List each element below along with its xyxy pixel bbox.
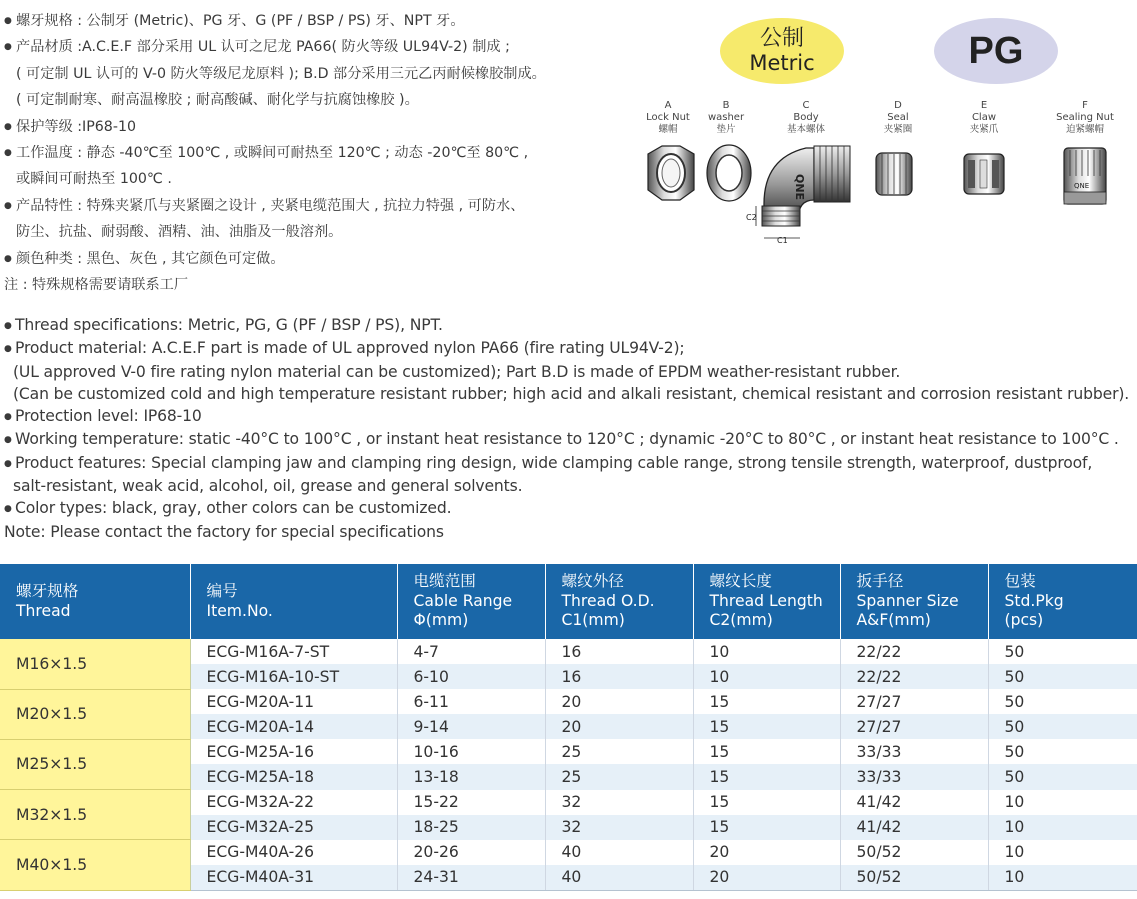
cell-spanner: 33/33 xyxy=(840,739,988,764)
body-marking: QNE xyxy=(793,174,806,201)
table-row xyxy=(0,739,1137,764)
en-spec-line: (UL approved V-0 fire rating nylon material can be customized); Part B.D is made of EPDM weather-resistant rubber. xyxy=(13,362,901,381)
cell-range: 13-18 xyxy=(397,764,545,789)
cell-od: 16 xyxy=(545,664,693,689)
spec-table xyxy=(0,564,1137,891)
part-label-e: E Claw 夹紧爪 xyxy=(969,100,999,135)
cn-spec-line: ( 可定制 UL 认可的 V-0 防火等级尼龙原料 ); B.D 部分采用三元乙丙耐候橡胶制成。 xyxy=(16,65,546,82)
en-spec-line: ● Color types: black, gray, other colors can be customized. xyxy=(4,497,1134,520)
cell-range: 10-16 xyxy=(397,739,545,764)
cn-spec-note: 注 : 特殊规格需要请联系工厂 xyxy=(4,277,189,294)
cell-pkg: 50 xyxy=(988,664,1137,689)
cell-pkg: 10 xyxy=(988,815,1137,840)
cell-od: 16 xyxy=(545,639,693,664)
en-spec-line: ● Thread specifications: Metric, PG, G (PF / BSP / PS), NPT. xyxy=(4,314,1134,337)
en-spec-line: ● Working temperature: static -40°C to 100°C , or instant heat resistance to 120°C ; dynamic -20°C to 80°C , or instant heat resistance to 100°C . xyxy=(4,428,1134,451)
cell-len: 20 xyxy=(693,840,840,865)
part-label-f: F Sealing Nut 迫紧螺帽 xyxy=(1056,100,1114,135)
bullet-icon: ● xyxy=(4,435,12,446)
dim-c1: C1 xyxy=(777,236,788,245)
cell-item: ECG-M20A-14 xyxy=(190,714,397,739)
column-header: 螺纹长度 Thread Length C2(mm) xyxy=(693,564,840,639)
cell-od: 32 xyxy=(545,815,693,840)
cell-spanner: 50/52 xyxy=(840,865,988,891)
en-spec-line: ● Protection level: IP68-10 xyxy=(4,405,1134,428)
cell-item: ECG-M25A-18 xyxy=(190,764,397,789)
cell-spanner: 41/42 xyxy=(840,815,988,840)
seal-icon xyxy=(876,153,912,195)
cell-pkg: 50 xyxy=(988,714,1137,739)
cell-item: ECG-M20A-11 xyxy=(190,689,397,714)
cell-item: ECG-M16A-10-ST xyxy=(190,664,397,689)
cell-spanner: 50/52 xyxy=(840,840,988,865)
cn-spec-line: ● 产品材质 :A.C.E.F 部分采用 UL 认可之尼龙 PA66( 防火等级 UL94V-2) 制成 ; xyxy=(4,34,614,60)
cell-item: ECG-M16A-7-ST xyxy=(190,639,397,664)
cell-spanner: 22/22 xyxy=(840,639,988,664)
cell-item: ECG-M40A-31 xyxy=(190,865,397,891)
cell-len: 15 xyxy=(693,689,840,714)
cell-pkg: 50 xyxy=(988,689,1137,714)
cell-od: 32 xyxy=(545,790,693,815)
bullet-icon: ● xyxy=(4,42,12,53)
chinese-spec-list xyxy=(4,8,614,298)
cell-range: 6-11 xyxy=(397,689,545,714)
cn-spec-line: ● 工作温度 : 静态 -40℃至 100℃ , 或瞬间可耐热至 120℃ ; 动态 -20℃至 80℃ , xyxy=(4,140,614,166)
cell-pkg: 10 xyxy=(988,865,1137,891)
thread-cell: M32×1.5 xyxy=(0,790,190,840)
bullet-icon: ● xyxy=(4,412,12,423)
cell-range: 20-26 xyxy=(397,840,545,865)
table-row xyxy=(0,689,1137,714)
cell-spanner: 33/33 xyxy=(840,764,988,789)
thread-cell: M40×1.5 xyxy=(0,840,190,891)
table-header-row xyxy=(0,564,1137,639)
column-header: 编号 Item.No. xyxy=(190,564,397,639)
column-header: 电缆范围 Cable Range Φ(mm) xyxy=(397,564,545,639)
cell-item: ECG-M32A-22 xyxy=(190,790,397,815)
parts-drawing xyxy=(638,8,1128,258)
bullet-icon: ● xyxy=(4,253,12,264)
cell-len: 10 xyxy=(693,664,840,689)
cell-item: ECG-M25A-16 xyxy=(190,739,397,764)
cell-len: 15 xyxy=(693,714,840,739)
cn-spec-line: 或瞬间可耐热至 100℃ . xyxy=(16,171,172,188)
cell-od: 25 xyxy=(545,764,693,789)
bullet-icon: ● xyxy=(4,16,12,26)
pg-badge-text: PG xyxy=(968,29,1024,72)
claw-icon xyxy=(964,154,1004,194)
cn-spec-line: ● 保护等级 :IP68-10 xyxy=(4,114,614,140)
cell-len: 15 xyxy=(693,764,840,789)
sealing-nut-marking: QNE xyxy=(1074,182,1090,190)
cell-od: 20 xyxy=(545,714,693,739)
cell-range: 6-10 xyxy=(397,664,545,689)
metric-badge-en: Metric xyxy=(749,51,815,75)
en-spec-line: (Can be customized cold and high temperature resistant rubber; high acid and alkali resistant, chemical resistant and corrosion resistant rubber). xyxy=(13,384,1130,403)
bullet-icon: ● xyxy=(4,121,12,132)
product-figure xyxy=(638,8,1128,258)
column-header: 螺牙规格 Thread xyxy=(0,564,190,639)
bullet-icon: ● xyxy=(4,344,12,355)
cell-item: ECG-M40A-26 xyxy=(190,840,397,865)
table-row xyxy=(0,639,1137,664)
english-spec-list xyxy=(4,314,1134,543)
cell-range: 4-7 xyxy=(397,639,545,664)
bullet-icon: ● xyxy=(4,200,12,211)
bullet-icon: ● xyxy=(4,148,12,159)
table-row xyxy=(0,840,1137,865)
part-label-d: D Seal 夹紧圈 xyxy=(883,100,913,135)
cell-range: 24-31 xyxy=(397,865,545,891)
dim-c2: C2 xyxy=(746,213,757,222)
thread-cell: M20×1.5 xyxy=(0,689,190,739)
cell-pkg: 50 xyxy=(988,639,1137,664)
cell-range: 15-22 xyxy=(397,790,545,815)
cell-pkg: 50 xyxy=(988,764,1137,789)
cn-spec-line: ( 可定制耐寒、耐高温橡胶 ; 耐高酸碱、耐化学与抗腐蚀橡胶 )。 xyxy=(16,92,419,109)
cell-od: 25 xyxy=(545,739,693,764)
cell-spanner: 27/27 xyxy=(840,714,988,739)
bullet-icon: ● xyxy=(4,458,12,469)
part-label-c: C Body 基本螺体 xyxy=(786,100,825,135)
cell-len: 10 xyxy=(693,639,840,664)
column-header: 扳手径 Spanner Size A&F(mm) xyxy=(840,564,988,639)
cell-od: 40 xyxy=(545,840,693,865)
cn-spec-line: 防尘、抗盐、耐弱酸、酒精、油、油脂及一般溶剂。 xyxy=(16,224,343,241)
cn-spec-line: ● 螺牙规格 : 公制牙 (Metric)、PG 牙、G (PF / BSP / PS) 牙、NPT 牙。 xyxy=(4,8,614,34)
cell-spanner: 27/27 xyxy=(840,689,988,714)
cell-spanner: 41/42 xyxy=(840,790,988,815)
cell-od: 40 xyxy=(545,865,693,891)
column-header: 包装 Std.Pkg (pcs) xyxy=(988,564,1137,639)
cell-od: 20 xyxy=(545,689,693,714)
cell-spanner: 22/22 xyxy=(840,664,988,689)
washer-icon xyxy=(707,145,751,201)
table-row xyxy=(0,790,1137,815)
cell-pkg: 10 xyxy=(988,840,1137,865)
cell-len: 15 xyxy=(693,790,840,815)
cell-range: 18-25 xyxy=(397,815,545,840)
bullet-icon: ● xyxy=(4,504,12,515)
cn-spec-line: ● 颜色种类 : 黑色、灰色 , 其它颜色可定做。 xyxy=(4,246,614,272)
bullet-icon: ● xyxy=(4,321,12,331)
metric-badge-cn: 公制 xyxy=(759,26,804,51)
thread-cell: M16×1.5 xyxy=(0,639,190,689)
cell-len: 20 xyxy=(693,865,840,891)
cell-len: 15 xyxy=(693,815,840,840)
part-label-a: A Lock Nut 螺帽 xyxy=(646,100,690,135)
sealing-nut-icon xyxy=(1064,148,1106,204)
elbow-body-icon xyxy=(746,146,850,245)
thread-cell: M25×1.5 xyxy=(0,739,190,789)
column-header: 螺纹外径 Thread O.D. C1(mm) xyxy=(545,564,693,639)
en-spec-line: ● Product material: A.C.E.F part is made of UL approved nylon PA66 (fire rating UL94V-2); xyxy=(4,337,1134,360)
cell-len: 15 xyxy=(693,739,840,764)
cell-pkg: 50 xyxy=(988,739,1137,764)
cn-spec-line: ● 产品特性 : 特殊夹紧爪与夹紧圈之设计 , 夹紧电缆范围大 , 抗拉力特强 , 可防水、 xyxy=(4,193,614,219)
en-spec-line: salt-resistant, weak acid, alcohol, oil, grease and general solvents. xyxy=(13,477,523,496)
cell-item: ECG-M32A-25 xyxy=(190,815,397,840)
cell-range: 9-14 xyxy=(397,714,545,739)
cell-pkg: 10 xyxy=(988,790,1137,815)
lock-nut-icon xyxy=(648,146,694,200)
en-spec-note: Note: Please contact the factory for special specifications xyxy=(4,522,444,541)
en-spec-line: ● Product features: Special clamping jaw and clamping ring design, wide clamping cable range, strong tensile strength, waterproof, dustproof, xyxy=(4,452,1134,475)
part-label-b: B washer 垫片 xyxy=(707,100,745,135)
